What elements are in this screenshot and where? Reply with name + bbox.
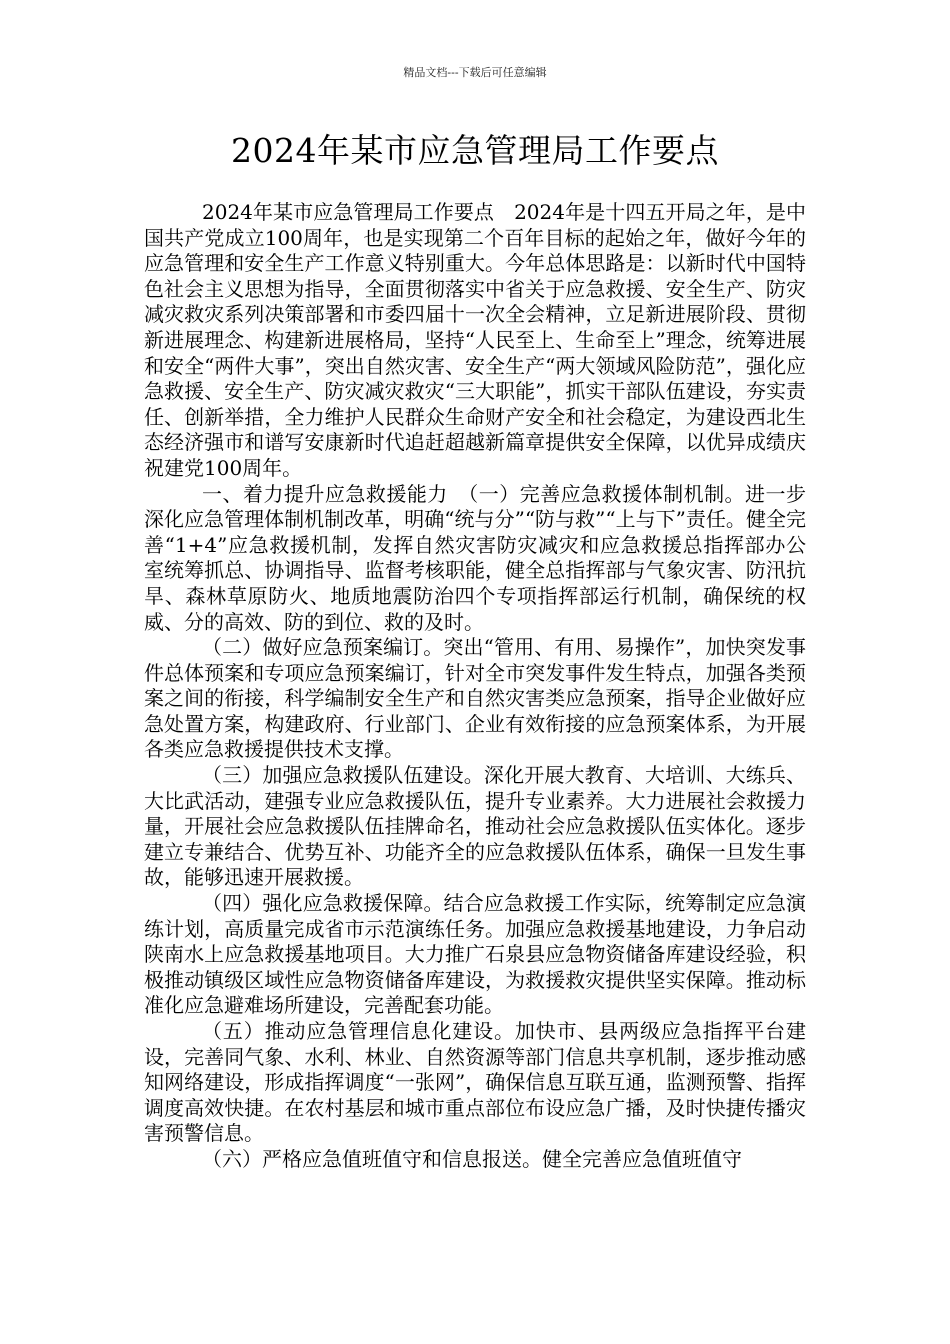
document-body [144, 200, 806, 1173]
paragraph-item-3: （三）加强应急救援队伍建设。深化开展大教育、大培训、大练兵、大比武活动，建强专业应急救援队伍，提升专业素养。大力进展社会救援力量，开展社会应急救援队伍挂牌命名，推动社会应急救援队伍实体化。逐步建立专兼结合、优势互补、功能齐全的应急救援队伍体系，确保一旦发生事故，能够迅速开展救援。 [144, 763, 806, 890]
paragraph-intro: 2024年某市应急管理局工作要点 2024年是十四五开局之年，是中国共产党成立100周年，也是实现第二个百年目标的起始之年，做好今年的应急管理和安全生产工作意义特别重大。今年总体思路是：以新时代中国特色社会主义思想为指导，全面贯彻落实中省关于应急救援、安全生产、防灾减灾救灾系列决策部署和市委四届十一次全会精神，立足新进展阶段、贯彻新进展理念、构建新进展格局，坚持“人民至上、生命至上”理念，统筹进展和安全“两件大事”，突出自然灾害、安全生产“两大领域风险防范”，强化应急救援、安全生产、防灾减灾救灾“三大职能”，抓实干部队伍建设，夯实责任、创新举措，全力维护人民群众生命财产安全和社会稳定，为建设西北生态经济强市和谱写安康新时代追赶超越新篇章提供安全保障，以优异成绩庆祝建党100周年。 [144, 200, 806, 480]
paragraph-item-4: （四）强化应急救援保障。结合应急救援工作实际，统筹制定应急演练计划，高质量完成省市示范演练任务。加强应急救援基地建设，力争启动陕南水上应急救援基地项目。大力推广石泉县应急物资储备库建设经验，积极推动镇级区域性应急物资储备库建设，为救援救灾提供坚实保障。推动标准化应急避难场所建设，完善配套功能。 [144, 891, 806, 1018]
header-note: 精品文档---下载后可任意编辑 [403, 66, 547, 79]
document-title: 2024年某市应急管理局工作要点 [231, 131, 719, 170]
paragraph-item-5: （五）推动应急管理信息化建设。加快市、县两级应急指挥平台建设，完善同气象、水利、林业、自然资源等部门信息共享机制，逐步推动感知网络建设，形成指挥调度“一张网”，确保信息互联互通，监测预警、指挥调度高效快捷。在农村基层和城市重点部位布设应急广播，及时快捷传播灾害预警信息。 [144, 1019, 806, 1146]
paragraph-item-2: （二）做好应急预案编订。突出“管用、有用、易操作”，加快突发事件总体预案和专项应急预案编订，针对全市突发事件发生特点，加强各类预案之间的衔接，科学编制安全生产和自然灾害类应急预案，指导企业做好应急处置方案，构建政府、行业部门、企业有效衔接的应急预案体系，为开展各类应急救援提供技术支撑。 [144, 635, 806, 762]
paragraph-section-1: 一、着力提升应急救援能力 （一）完善应急救援体制机制。进一步深化应急管理体制机制改革，明确“统与分”“防与救”“上与下”责任。健全完善“1+4”应急救援机制，发挥自然灾害防灾减灾和应急救援总指挥部办公室统筹抓总、协调指导、监督考核职能，健全总指挥部与气象灾害、防汛抗旱、森林草原防火、地质地震防治四个专项指挥部运行机制，确保统的权威、分的高效、防的到位、救的及时。 [144, 481, 806, 634]
paragraph-item-6: （六）严格应急值班值守和信息报送。健全完善应急值班值守 [202, 1146, 742, 1171]
